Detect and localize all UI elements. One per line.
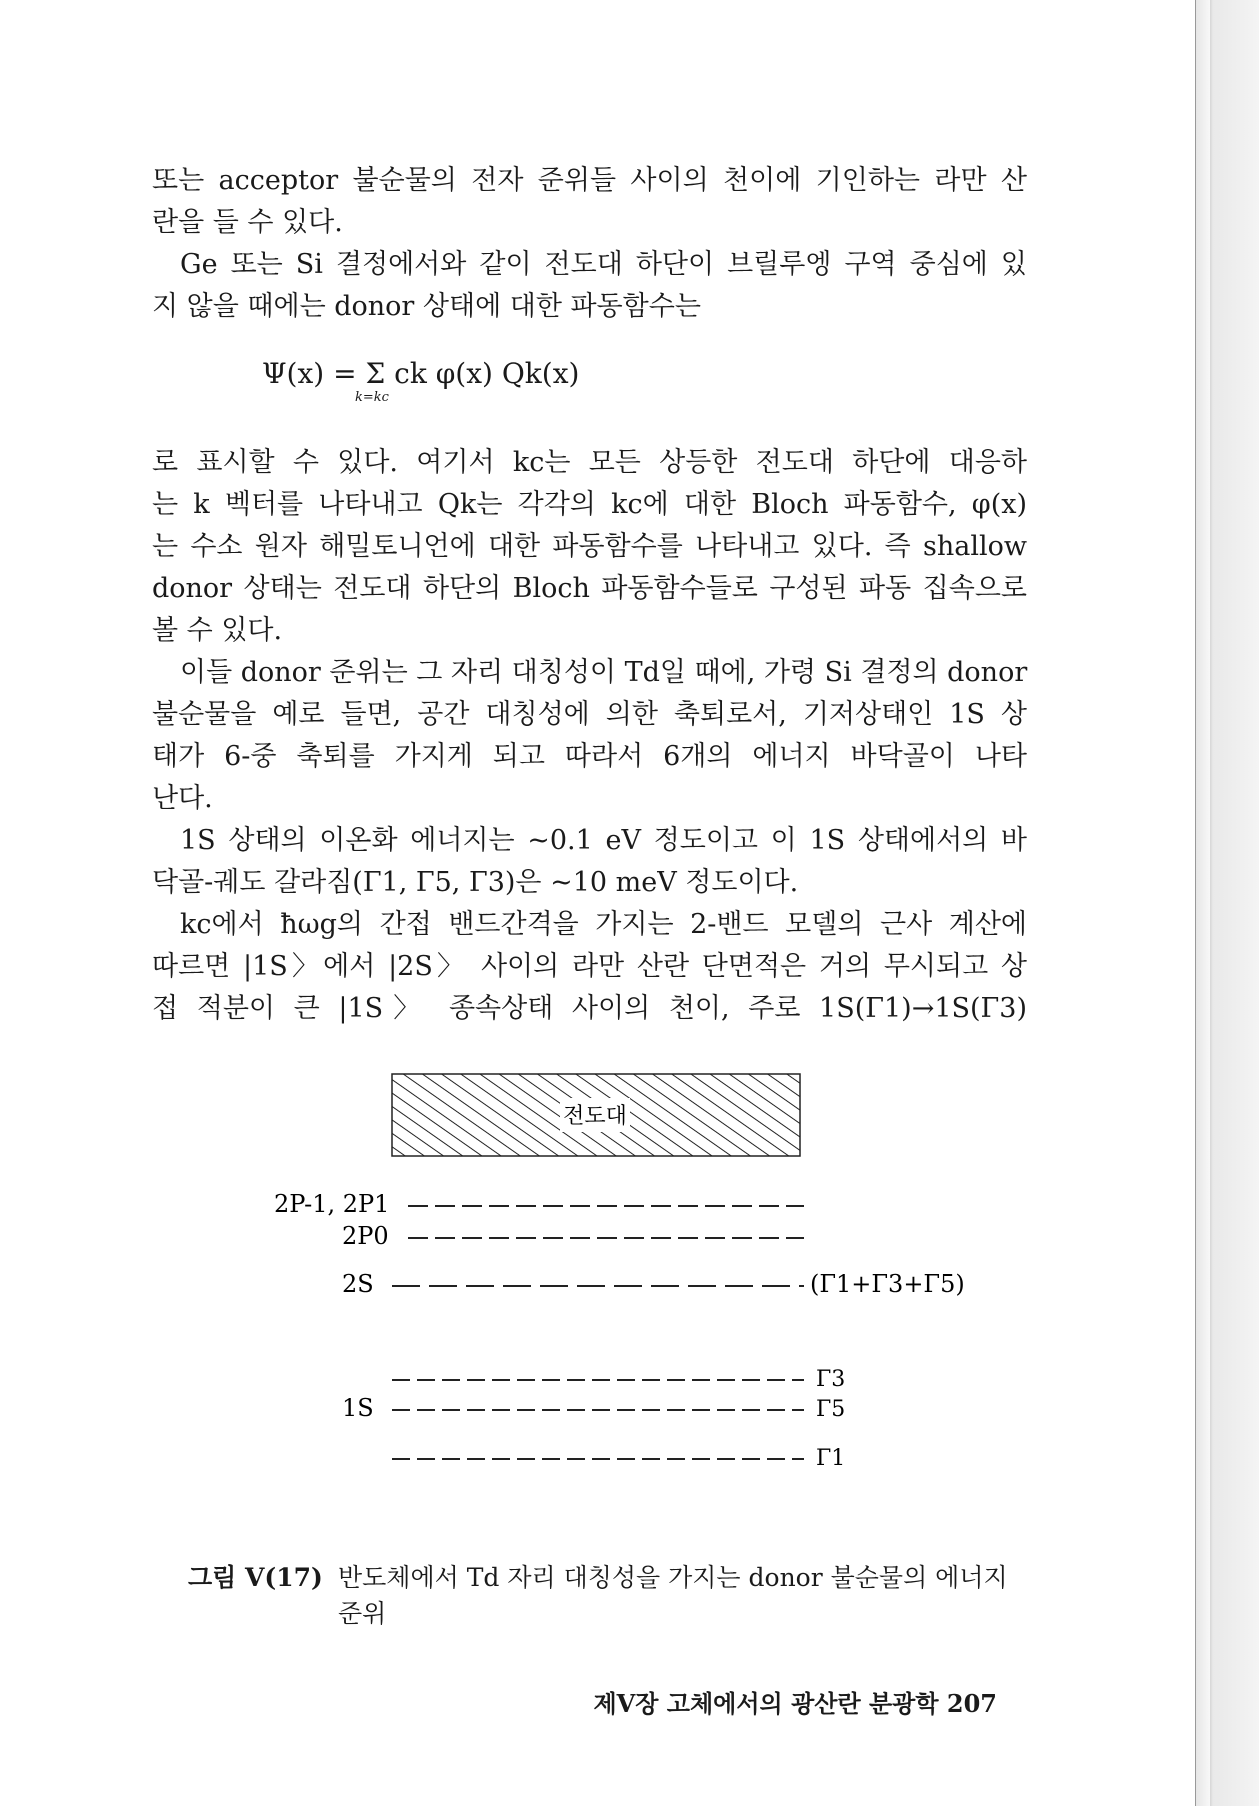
text-line: 이들 donor 준위는 그 자리 대칭성이 Td일 때에, 가령 Si 결정의 donor xyxy=(180,657,1028,688)
level-2p0-label: 2P0 xyxy=(342,1222,389,1250)
text-line: 따르면 |1S〉에서 |2S〉 사이의 라만 산란 단면적은 거의 무시되고 상 xyxy=(152,951,1027,982)
text-line: 란을 들 수 있다. xyxy=(152,207,343,238)
text-line: Ge 또는 Si 결정에서와 같이 전도대 하단이 브릴루엥 구역 중심에 있 xyxy=(180,249,1027,280)
figure-label: 그림 V(17) xyxy=(188,1563,323,1592)
text-line: 는 k 벡터를 나타내고 Qk는 각각의 kc에 대한 Bloch 파동함수, φ(x) xyxy=(152,489,1027,520)
formula-subscript: k=kc xyxy=(355,390,389,405)
level-2s-label: 2S xyxy=(342,1270,374,1298)
level-gamma5-label: Γ5 xyxy=(816,1397,846,1422)
level-gamma3-label: Γ3 xyxy=(816,1367,846,1392)
text-line: 로 표시할 수 있다. 여기서 kc는 모든 상등한 전도대 하단에 대응하 xyxy=(152,447,1027,478)
text-line: kc에서 ħωg의 간접 밴드간격을 가지는 2-밴드 모델의 근사 계산에 xyxy=(180,909,1027,940)
text-line: 1S 상태의 이온화 에너지는 ~0.1 eV 정도이고 이 1S 상태에서의 바 xyxy=(180,825,1027,856)
figure-caption-text: 반도체에서 Td 자리 대칭성을 가지는 donor 불순물의 에너지 준위 xyxy=(338,1563,1008,1628)
running-footer: 제V장 고체에서의 광산란 분광학 207 xyxy=(593,1689,997,1718)
wavefunction-formula: Ψ(x) = Σ ck φ(x) Qk(x) xyxy=(262,357,580,390)
level-gamma1-label: Γ1 xyxy=(816,1446,846,1471)
text-line: 볼 수 있다. xyxy=(152,615,283,646)
text-line: 태가 6-중 축퇴를 가지게 되고 따라서 6개의 에너지 바닥골이 나타 xyxy=(152,741,1027,772)
level-2p-label: 2P-1, 2P1 xyxy=(274,1190,390,1218)
text-line: 불순물을 예로 들면, 공간 대칭성에 의한 축퇴로서, 기저상태인 1S 상 xyxy=(152,699,1027,730)
level-2s-symmetry: (Γ1+Γ3+Γ5) xyxy=(810,1270,965,1298)
conduction-band-label: 전도대 xyxy=(563,1104,627,1129)
text-line: 지 않을 때에는 donor 상태에 대한 파동함수는 xyxy=(152,291,701,322)
text-line: 접 적분이 큰 |1S〉 종속상태 사이의 천이, 주로 1S(Γ1)→1S(Γ3) xyxy=(152,993,1027,1024)
text-line: donor 상태는 전도대 하단의 Bloch 파동함수들로 구성된 파동 집속으로 xyxy=(152,573,1027,604)
text-line: 난다. xyxy=(152,783,213,814)
text-line: 닥골-궤도 갈라짐(Γ1, Γ5, Γ3)은 ~10 meV 정도이다. xyxy=(152,867,799,898)
text-line: 는 수소 원자 해밀토니언에 대한 파동함수를 나타내고 있다. 즉 shallow xyxy=(152,531,1027,562)
text-line: 또는 acceptor 불순물의 전자 준위들 사이의 천이에 기인하는 라만 산 xyxy=(152,165,1027,196)
level-1s-label: 1S xyxy=(342,1394,374,1422)
